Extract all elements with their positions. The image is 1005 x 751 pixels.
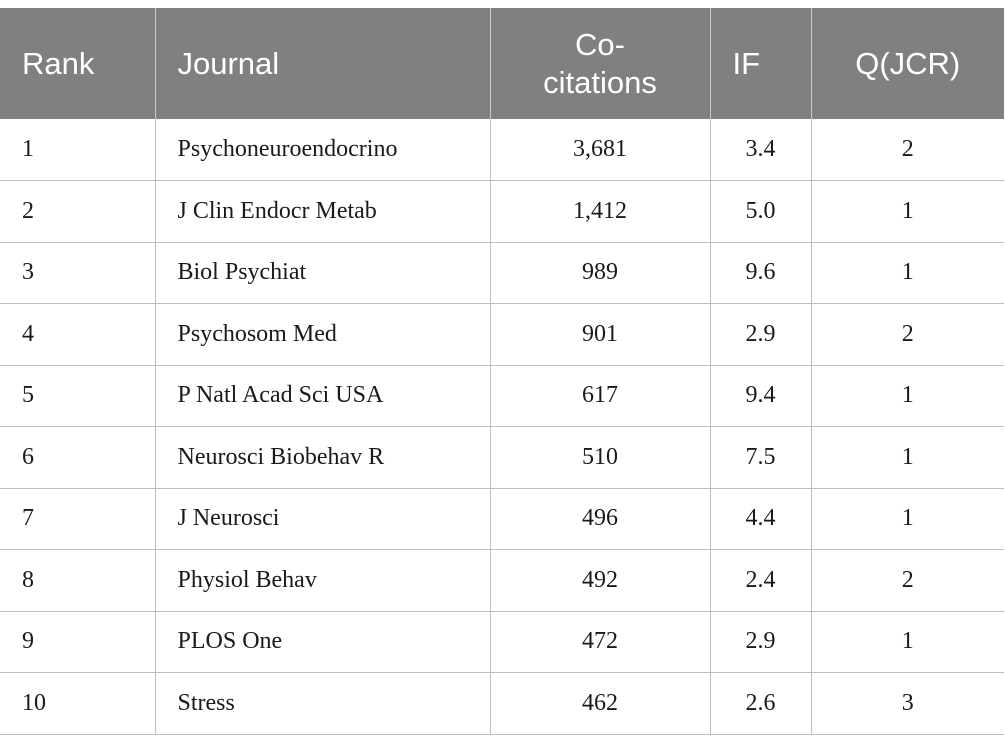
cell-cocitations: 617	[490, 365, 710, 427]
cell-journal: P Natl Acad Sci USA	[155, 365, 490, 427]
cell-cocitations: 462	[490, 673, 710, 735]
cell-q-jcr: 2	[811, 119, 1004, 181]
cell-rank: 5	[0, 365, 155, 427]
cell-q-jcr: 1	[811, 427, 1004, 489]
table-row	[0, 181, 1004, 243]
cell-q-jcr: 3	[811, 673, 1004, 735]
table-row	[0, 119, 1004, 181]
cell-cocitations: 3,681	[490, 119, 710, 181]
cell-impact-factor: 2.9	[710, 304, 811, 366]
header-row	[0, 8, 1004, 119]
journal-table-container	[0, 8, 1004, 735]
cell-journal: Physiol Behav	[155, 550, 490, 612]
cell-journal: J Neurosci	[155, 488, 490, 550]
journal-cocitation-table	[0, 8, 1004, 735]
cell-journal: Biol Psychiat	[155, 242, 490, 304]
cell-q-jcr: 2	[811, 304, 1004, 366]
cell-rank: 2	[0, 181, 155, 243]
cell-journal: Neurosci Biobehav R	[155, 427, 490, 489]
cell-rank: 6	[0, 427, 155, 489]
cell-impact-factor: 2.9	[710, 611, 811, 673]
cell-cocitations: 472	[490, 611, 710, 673]
table-row	[0, 550, 1004, 612]
cell-impact-factor: 7.5	[710, 427, 811, 489]
cell-q-jcr: 1	[811, 242, 1004, 304]
header-cocitations-line1: Co-	[575, 26, 625, 62]
header-q-jcr: Q(JCR)	[811, 8, 1004, 119]
cell-q-jcr: 1	[811, 181, 1004, 243]
cell-impact-factor: 2.4	[710, 550, 811, 612]
cell-rank: 1	[0, 119, 155, 181]
cell-rank: 3	[0, 242, 155, 304]
header-cocitations	[490, 8, 710, 119]
table-row	[0, 611, 1004, 673]
cell-impact-factor: 3.4	[710, 119, 811, 181]
cell-impact-factor: 5.0	[710, 181, 811, 243]
cell-cocitations: 492	[490, 550, 710, 612]
cell-rank: 10	[0, 673, 155, 735]
cell-q-jcr: 2	[811, 550, 1004, 612]
cell-impact-factor: 4.4	[710, 488, 811, 550]
cell-cocitations: 510	[490, 427, 710, 489]
cell-rank: 8	[0, 550, 155, 612]
cell-rank: 4	[0, 304, 155, 366]
cell-rank: 7	[0, 488, 155, 550]
table-body	[0, 119, 1004, 734]
header-cocitations-line2: citations	[543, 64, 657, 100]
cell-cocitations: 989	[490, 242, 710, 304]
cell-impact-factor: 9.6	[710, 242, 811, 304]
cell-journal: PLOS One	[155, 611, 490, 673]
table-row	[0, 242, 1004, 304]
cell-q-jcr: 1	[811, 365, 1004, 427]
table-row	[0, 365, 1004, 427]
header-rank: Rank	[0, 8, 155, 119]
cell-q-jcr: 1	[811, 488, 1004, 550]
cell-cocitations: 901	[490, 304, 710, 366]
table-row	[0, 673, 1004, 735]
cell-journal: J Clin Endocr Metab	[155, 181, 490, 243]
cell-journal: Stress	[155, 673, 490, 735]
header-journal: Journal	[155, 8, 490, 119]
cell-cocitations: 496	[490, 488, 710, 550]
header-if: IF	[710, 8, 811, 119]
cell-impact-factor: 9.4	[710, 365, 811, 427]
cell-rank: 9	[0, 611, 155, 673]
cell-impact-factor: 2.6	[710, 673, 811, 735]
table-row	[0, 488, 1004, 550]
table-row	[0, 304, 1004, 366]
table-header	[0, 8, 1004, 119]
cell-journal: Psychosom Med	[155, 304, 490, 366]
cell-journal: Psychoneuroendocrino	[155, 119, 490, 181]
cell-cocitations: 1,412	[490, 181, 710, 243]
cell-q-jcr: 1	[811, 611, 1004, 673]
table-row	[0, 427, 1004, 489]
